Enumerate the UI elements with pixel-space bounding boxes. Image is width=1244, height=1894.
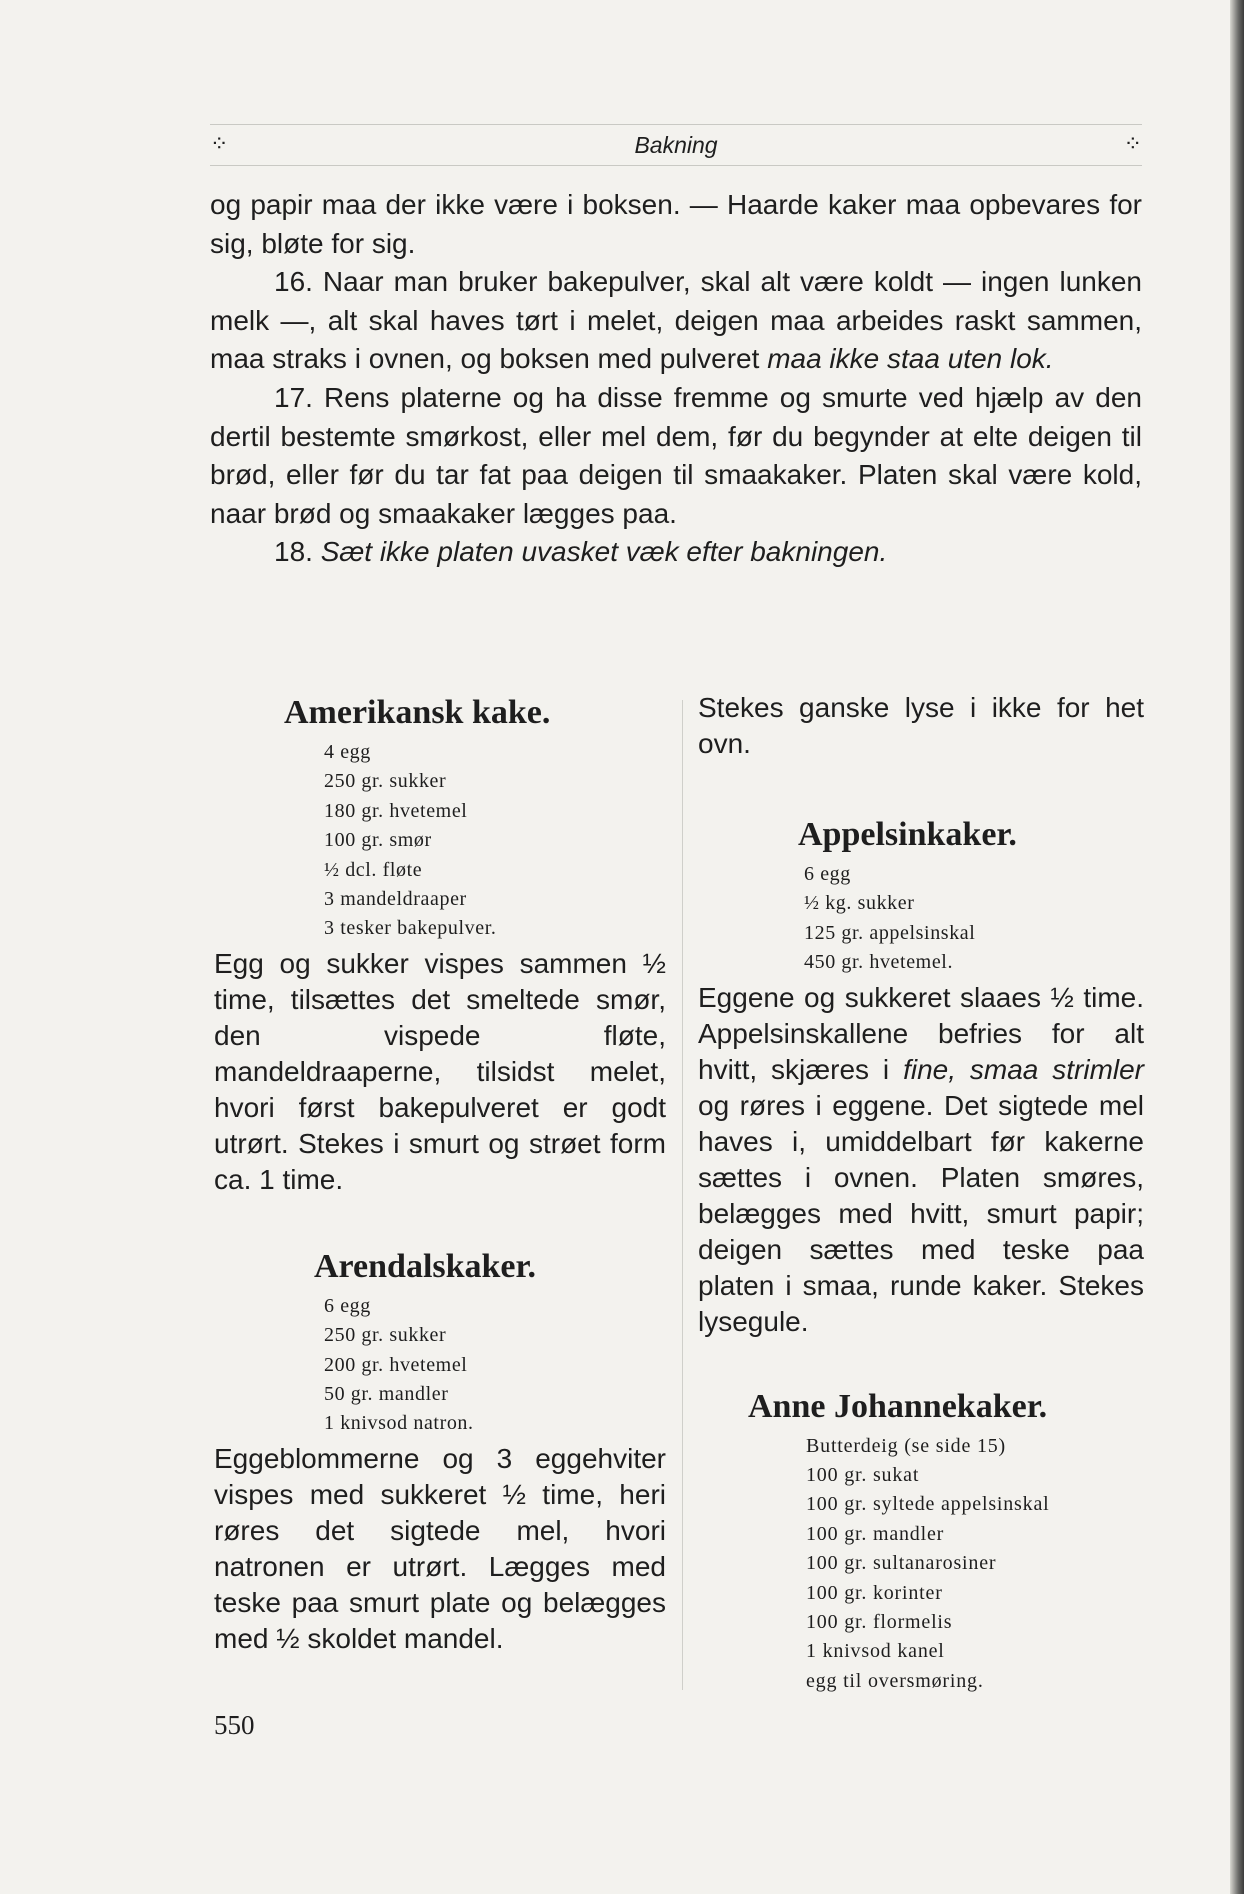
ingredient-item: 250 gr. sukker	[324, 770, 447, 793]
ornament-left-icon: ⁘	[210, 131, 229, 156]
ingredient-item: 100 gr. sultanarosiner	[806, 1552, 997, 1575]
ingredient-item: 1 knivsod kanel	[806, 1640, 945, 1663]
column-divider	[682, 700, 683, 1690]
ingredient-item: 6 egg	[804, 863, 851, 885]
book-edge	[1230, 0, 1244, 1894]
ingredient-item: 4 egg	[324, 741, 371, 763]
ingredient-item: 1 knivsod natron.	[324, 1412, 474, 1435]
right-column	[698, 690, 1144, 1696]
continued-text: Stekes ganske lyse i ikke for het ovn.	[698, 692, 1144, 759]
method-emphasis: fine, smaa strimler	[903, 1053, 1145, 1085]
recipe-amerikansk-kake	[214, 690, 666, 1198]
ingredient-item: 180 gr. hvetemel	[324, 799, 468, 822]
ingredient-item: Butterdeig (se side 15)	[806, 1434, 1007, 1457]
ingredient-item: 450 gr. hvetemel.	[804, 951, 954, 974]
ingredient-item: 200 gr. hvetemel	[324, 1353, 468, 1376]
ingredient-item: 100 gr. sukat	[806, 1464, 920, 1487]
ingredient-item: 100 gr. smør	[324, 829, 432, 852]
ingredient-item: 100 gr. flormelis	[806, 1611, 953, 1634]
rule-18-emphasis: Sæt ikke platen uvasket væk efter bakningen.	[320, 536, 888, 568]
recipe-title: Arendalskaker.	[314, 1247, 536, 1285]
ingredient-list	[214, 738, 666, 944]
recipe-anne-johannekaker	[698, 1384, 1144, 1697]
ingredient-list	[698, 1432, 1144, 1697]
method-text: og røres i eggene. Det sigtede mel haves i, umiddelbart før kakerne sættes i ovnen. Platen smøres, belægges med hvitt, smurt papir; deigen sættes med teske paa platen i smaa, runde kaker. Stekes lysegule.	[698, 1089, 1144, 1337]
header-title: Bakning	[634, 132, 718, 158]
ingredient-item: 3 mandeldraaper	[324, 888, 467, 911]
recipe-method: Egg og sukker vispes sammen ½ time, tilsættes det smeltede smør, den vispede fløte, mandeldraaperne, tilsidst melet, hvori først bakepulveret er godt utrørt. Stekes i smurt og strøet form ca. 1 time.	[214, 947, 666, 1195]
ingredient-item: 100 gr. syltede appelsinskal	[806, 1493, 1050, 1516]
intro-paragraph-1: og papir maa der ikke være i boksen. — Haarde kaker maa opbevares for sig, bløte for sig.	[210, 189, 1142, 259]
intro-text	[210, 186, 1142, 572]
rule-18	[210, 533, 1142, 572]
rule-18-number: 18.	[274, 536, 321, 568]
ingredient-item: egg til oversmøring.	[806, 1669, 984, 1692]
ingredient-item: 100 gr. mandler	[806, 1522, 945, 1545]
ingredient-item: 125 gr. appelsinskal	[804, 921, 976, 944]
ingredient-item: 6 egg	[324, 1294, 371, 1317]
ingredient-item: 100 gr. korinter	[806, 1581, 943, 1604]
recipe-title: Anne Johannekaker.	[748, 1387, 1048, 1425]
rule-17: 17. Rens platerne og ha disse fremme og smurte ved hjælp av den dertil bestemte smørkost, eller mel dem, før du begynder at elte deigen til brød, eller før du tar fat paa deigen til smaakaker. Platen skal være kold, naar brød og smaakaker lægges paa.	[210, 381, 1142, 529]
ornament-right-icon: ⁘	[1123, 131, 1142, 156]
running-header	[210, 124, 1142, 166]
rule-16	[210, 263, 1142, 379]
method-text: Eggene og sukkeret slaaes ½ time. Appelsinskallene befries for alt hvitt, skjæres i	[698, 981, 1144, 1085]
ingredient-item: ½ kg. sukker	[804, 892, 915, 915]
recipe-title: Amerikansk kake.	[284, 694, 551, 731]
recipe-title: Appelsinkaker.	[798, 816, 1017, 853]
left-column	[214, 690, 666, 1657]
ingredient-item: ½ dcl. fløte	[324, 858, 423, 881]
rule-16-emphasis: maa ikke staa uten lok.	[767, 343, 1054, 375]
ingredient-item: 3 tesker bakepulver.	[324, 917, 497, 940]
recipe-appelsinkaker	[698, 812, 1144, 1340]
page-number: 550	[214, 1710, 255, 1740]
ingredient-item: 50 gr. mandler	[324, 1383, 449, 1406]
recipe-arendalskaker	[214, 1244, 666, 1657]
recipe-method	[698, 980, 1144, 1340]
ingredient-list	[698, 860, 1144, 978]
ingredient-list	[214, 1292, 666, 1439]
recipe-method: Eggeblommerne og 3 eggehviter vispes med sukkeret ½ time, heri røres det sigtede mel, hvori natronen er utrørt. Lægges med teske paa smurt plate og belægges med ½ skoldet mandel.	[214, 1442, 666, 1654]
rule-16-text: 16. Naar man bruker bakepulver, skal alt være koldt — ingen lunken melk —, alt skal haves tørt i melet, deigen maa arbeides raskt sammen, maa straks i ovnen, og boksen med pulveret	[210, 266, 1142, 375]
ingredient-item: 250 gr. sukker	[324, 1324, 447, 1347]
